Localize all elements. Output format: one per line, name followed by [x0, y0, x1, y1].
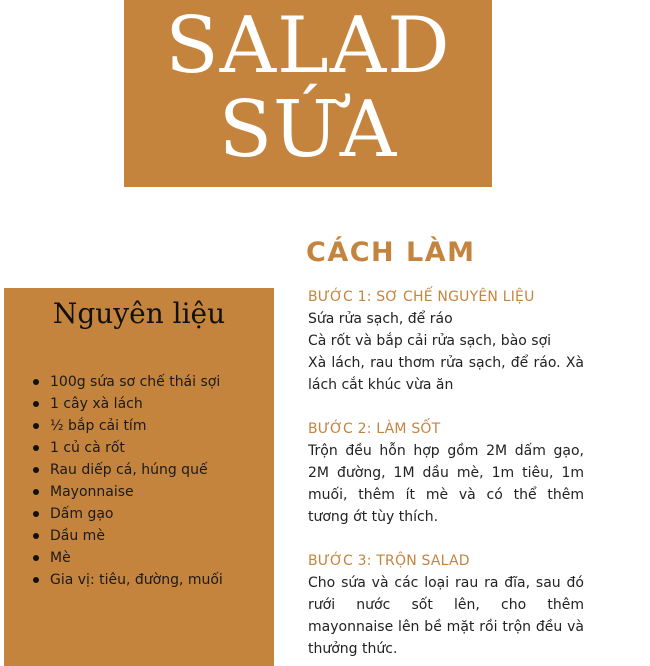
list-item: ½ bắp cải tím [50, 415, 223, 437]
list-item: Rau diếp cá, húng quế [50, 459, 223, 481]
ingredients-panel [4, 288, 274, 666]
step-3 [308, 550, 584, 660]
list-item: Gia vị: tiêu, đường, muối [50, 569, 223, 591]
list-item: Dấm gạo [50, 503, 223, 525]
ingredients-list [50, 371, 223, 591]
step-1-title: BƯỚC 1: SƠ CHẾ NGUYÊN LIỆU [308, 289, 535, 305]
list-item: Mayonnaise [50, 481, 223, 503]
list-item: Dầu mè [50, 525, 223, 547]
step-3-text: Cho sứa và các loại rau ra đĩa, sau đó rưới nước sốt lên, cho thêm mayonnaise lên bề mặt rồi trộn đều và thưởng thức. [308, 575, 584, 657]
step-1 [308, 286, 584, 396]
list-item: 100g sứa sơ chế thái sợi [50, 371, 223, 393]
step-2 [308, 418, 584, 528]
step-2-text: Trộn đều hỗn hợp gồm 2M dấm gạo, 2M đường, 1M dầu mè, 1m tiêu, 1m muối, thêm ít mè và có thể thêm tương ớt tùy thích. [308, 443, 584, 525]
method-heading: CÁCH LÀM [306, 237, 476, 268]
title-line-1: SALAD [165, 1, 451, 91]
list-item: Mè [50, 547, 223, 569]
step-2-title: BƯỚC 2: LÀM SỐT [308, 421, 441, 437]
title-line-2: SỨA [218, 85, 398, 175]
ingredients-heading: Nguyên liệu [52, 297, 226, 330]
title-banner [124, 0, 492, 187]
list-item: 1 củ cà rốt [50, 437, 223, 459]
step-1-line-2: Cà rốt và bắp cải rửa sạch, bào sợi [308, 333, 552, 349]
list-item: 1 cây xà lách [50, 393, 223, 415]
step-3-title: BƯỚC 3: TRỘN SALAD [308, 553, 470, 569]
step-1-line-1: Sứa rửa sạch, để ráo [308, 311, 453, 327]
step-1-line-3: Xà lách, rau thơm rửa sạch, để ráo. Xà lách cắt khúc vừa ăn [308, 355, 584, 393]
